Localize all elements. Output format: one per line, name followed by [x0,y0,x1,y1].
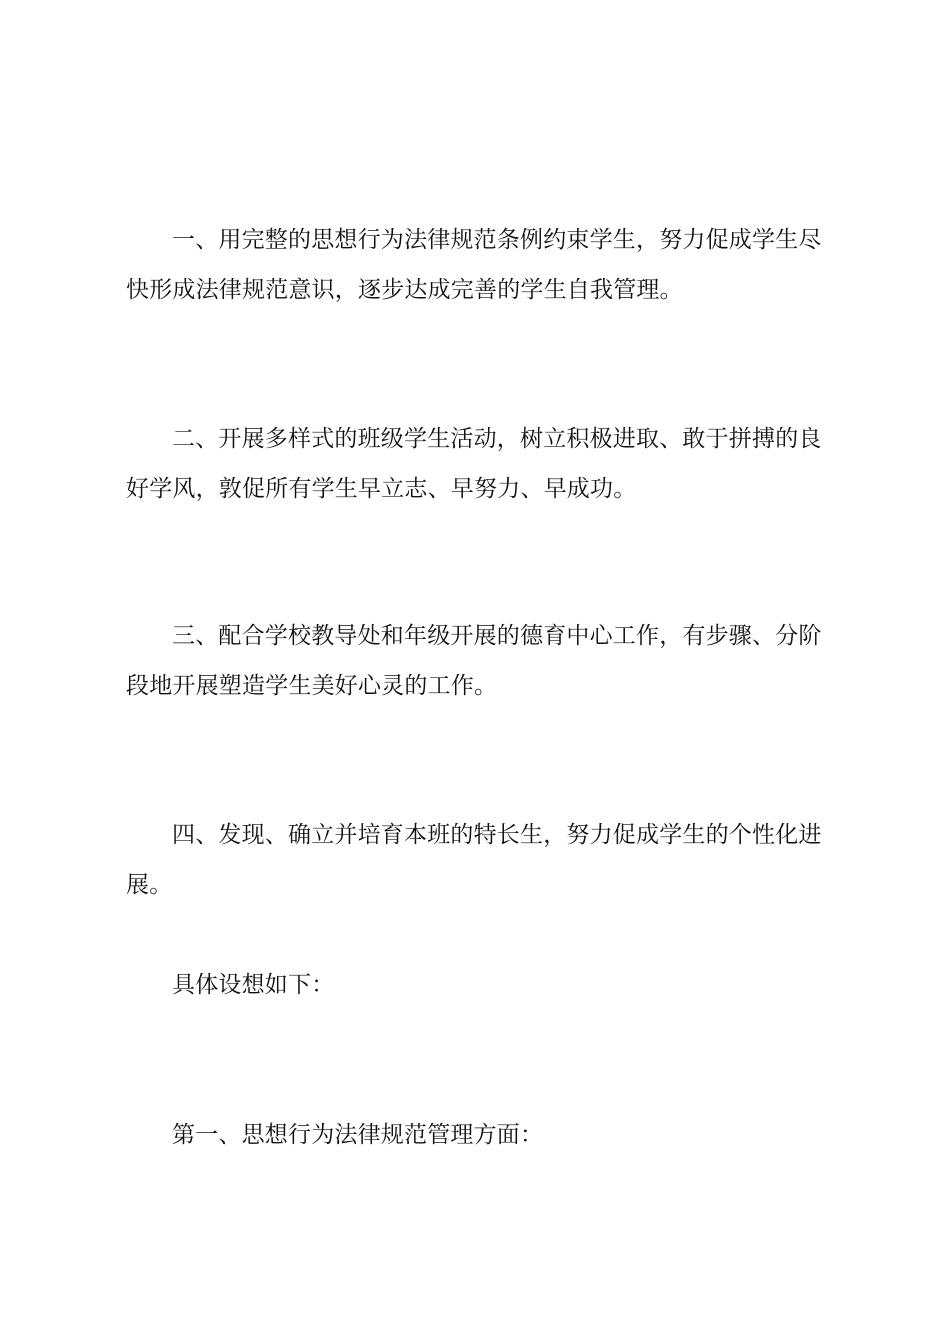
paragraph-goal-3: 三、配合学校教导处和年级开展的德育中心工作，有步骤、分阶段地开展塑造学生美好心灵的工作。 [126,623,822,699]
paragraph-goal-1: 一、用完整的思想行为法律规范条例约束学生，努力促成学生尽快形成法律规范意识，逐步达成完善的学生自我管理。 [126,227,822,303]
paragraph-plan-intro: 具体设想如下： [172,972,335,998]
section-heading-first: 第一、思想行为法律规范管理方面： [172,1122,544,1148]
paragraph-goal-2: 二、开展多样式的班级学生活动，树立积极进取、敢于拼搏的良好学风，敦促所有学生早立志、早努力、早成功。 [126,426,822,502]
paragraph-goal-4: 四、发现、确立并培育本班的特长生，努力促成学生的个性化进展。 [126,822,822,898]
